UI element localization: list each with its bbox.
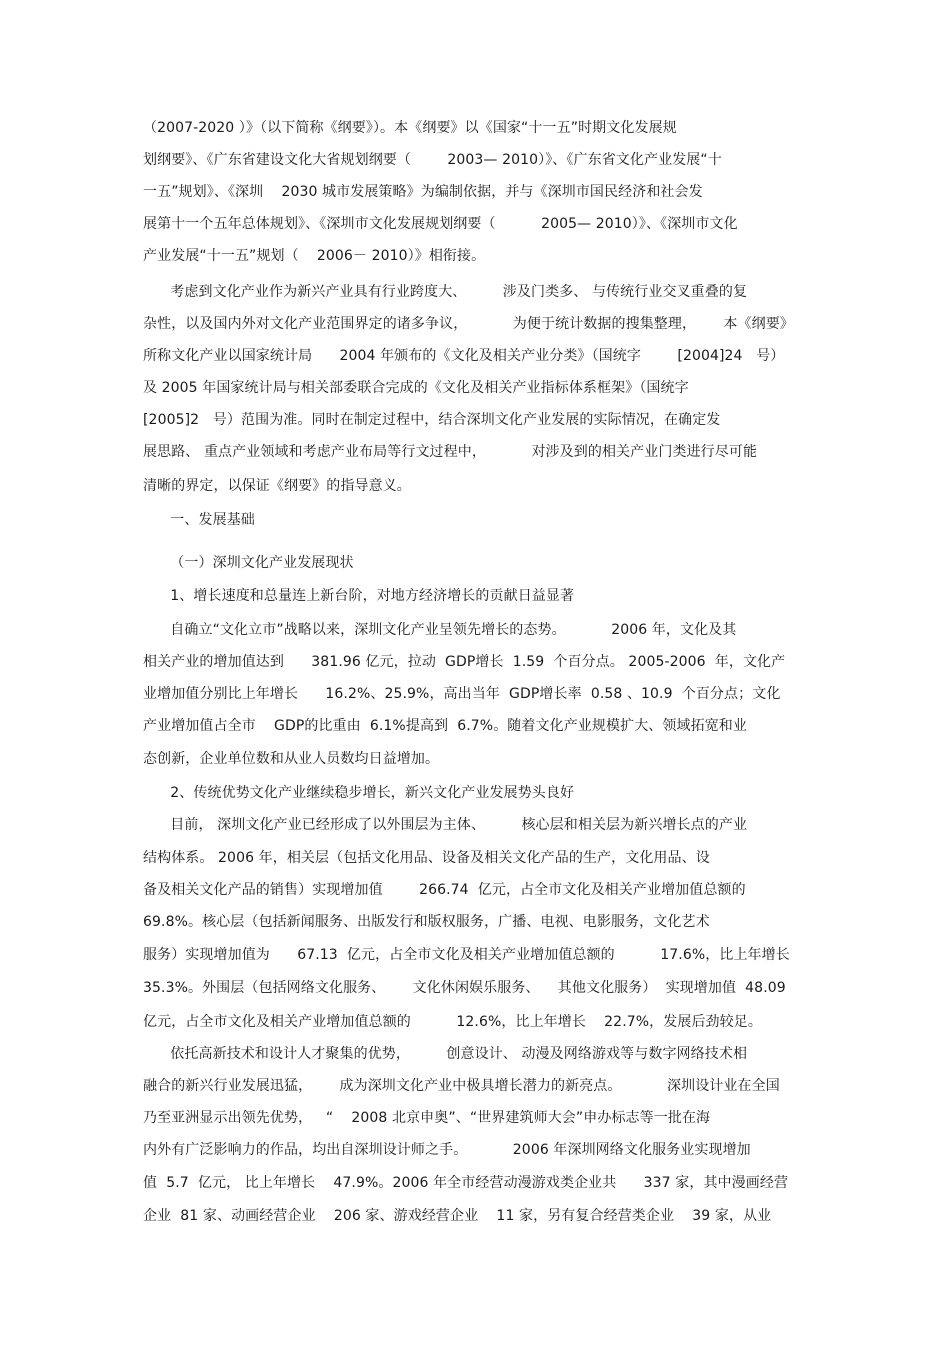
text-line: 企业 81 家、动画经营企业 206 家、游戏经营企业 11 家，另有复合经营类企业 39 家，从业 <box>143 1208 772 1224</box>
text-line: 业增加值分别比上年增长 16.2%、25.9%，高出当年 GDP增长率 0.58 、10.9 个百分点；文化 <box>143 686 781 702</box>
text-line: 相关产业的增加值达到 381.96 亿元，拉动 GDP增长 1.59 个百分点。 2005-2006 年，文化产 <box>143 654 786 670</box>
text-line: 一五”规划》、《深圳 2030 城市发展策略》为编制依据，并与《深圳市国民经济和社会发 <box>143 184 703 200</box>
text-line: 划纲要》、《广东省建设文化大省规划纲要（ 2003— 2010）》、《广东省文化产业发展“十 <box>143 152 722 168</box>
text-line: 清晰的界定，以保证《纲要》的指导意义。 <box>143 478 411 494</box>
subsection-heading: （一）深圳文化产业发展现状 <box>143 555 354 571</box>
text-line: 产业增加值占全市 GDP的比重由 6.1%提高到 6.7%。随着文化产业规模扩大、领域拓宽和业 <box>143 718 748 734</box>
text-line: 态创新，企业单位数和从业人员数均日益增加。 <box>143 751 440 767</box>
text-line: [2005]2 号）范围为准。同时在制定过程中，结合深圳文化产业发展的实际情况，在确定发 <box>143 412 721 428</box>
text-line: 亿元，占全市文化及相关产业增加值总额的 12.6%，比上年增长 22.7%，发展后劲较足。 <box>143 1014 762 1030</box>
text-line: 结构体系。 2006 年，相关层（包括文化用品、设备及相关文化产品的生产，文化用品、设 <box>143 850 710 866</box>
text-line: 自确立“文化立市”战略以来，深圳文化产业呈领先增长的态势。 2006 年，文化及其 <box>143 622 737 638</box>
text-line: 目前， 深圳文化产业已经形成了以外围层为主体、 核心层和相关层为新兴增长点的产业 <box>143 817 748 833</box>
text-line: 所称文化产业以国家统计局 2004 年颁布的《文化及相关产业分类》（国统字 [2004]24 号） <box>143 348 785 364</box>
text-line: 及 2005 年国家统计局与相关部委联合完成的《文化及相关产业指标体系框架》（国统字 <box>143 380 689 396</box>
text-line: 备及相关文化产品的销售）实现增加值 266.74 亿元，占全市文化及相关产业增加值总额的 <box>143 882 746 898</box>
section-heading: 一、发展基础 <box>143 512 255 528</box>
item-heading: 1、增长速度和总量连上新台阶，对地方经济增长的贡献日益显著 <box>143 588 575 604</box>
text-line: 融合的新兴行业发展迅猛， 成为深圳文化产业中极具增长潜力的新亮点。 深圳设计业在全国 <box>143 1078 780 1094</box>
text-line: 乃至亚洲显示出领先优势， “ 2008 北京申奥”、“世界建筑师大会”申办标志等一批在海 <box>143 1110 711 1126</box>
text-line: 35.3%。外围层（包括网络文化服务、 文化休闲娱乐服务、 其他文化服务） 实现增加值 48.09 <box>143 980 786 996</box>
text-line: 依托高新技术和设计人才聚集的优势， 创意设计、 动漫及网络游戏等与数字网络技术相 <box>143 1046 748 1062</box>
text-line: 值 5.7 亿元， 比上年增长 47.9%。2006 年全市经营动漫游戏类企业共 337 家，其中漫画经营 <box>143 1175 789 1191</box>
text-line: 展第十一个五年总体规划》、《深圳市文化发展规划纲要（ 2005— 2010）》、《深圳市文化 <box>143 216 738 232</box>
text-line: 服务）实现增加值为 67.13 亿元，占全市文化及相关产业增加值总额的 17.6%，比上年增长 <box>143 947 790 963</box>
text-line: 69.8%。核心层（包括新闻服务、出版发行和版权服务，广播、电视、电影服务，文化艺术 <box>143 914 710 930</box>
item-heading: 2、传统优势文化产业继续稳步增长，新兴文化产业发展势头良好 <box>143 785 575 801</box>
text-line: 展思路、 重点产业领域和考虑产业布局等行文过程中， 对涉及到的相关产业门类进行尽可能 <box>143 444 758 460</box>
text-line: 内外有广泛影响力的作品，均出自深圳设计师之手。 2006 年深圳网络文化服务业实现增加 <box>143 1142 751 1158</box>
text-line: 考虑到文化产业作为新兴产业具有行业跨度大、 涉及门类多、 与传统行业交叉重叠的复 <box>143 284 748 300</box>
text-line: 杂性，以及国内外对文化产业范围界定的诸多争议， 为便于统计数据的搜集整理， 本《纲要》 <box>143 316 794 332</box>
text-line: 产业发展“十一五”规划（ 2006－ 2010）》相衔接。 <box>143 248 486 264</box>
text-line: （2007-2020 ）》（以下简称《纲要》）。本《纲要》以《国家“十一五”时期文化发展规 <box>143 120 677 136</box>
